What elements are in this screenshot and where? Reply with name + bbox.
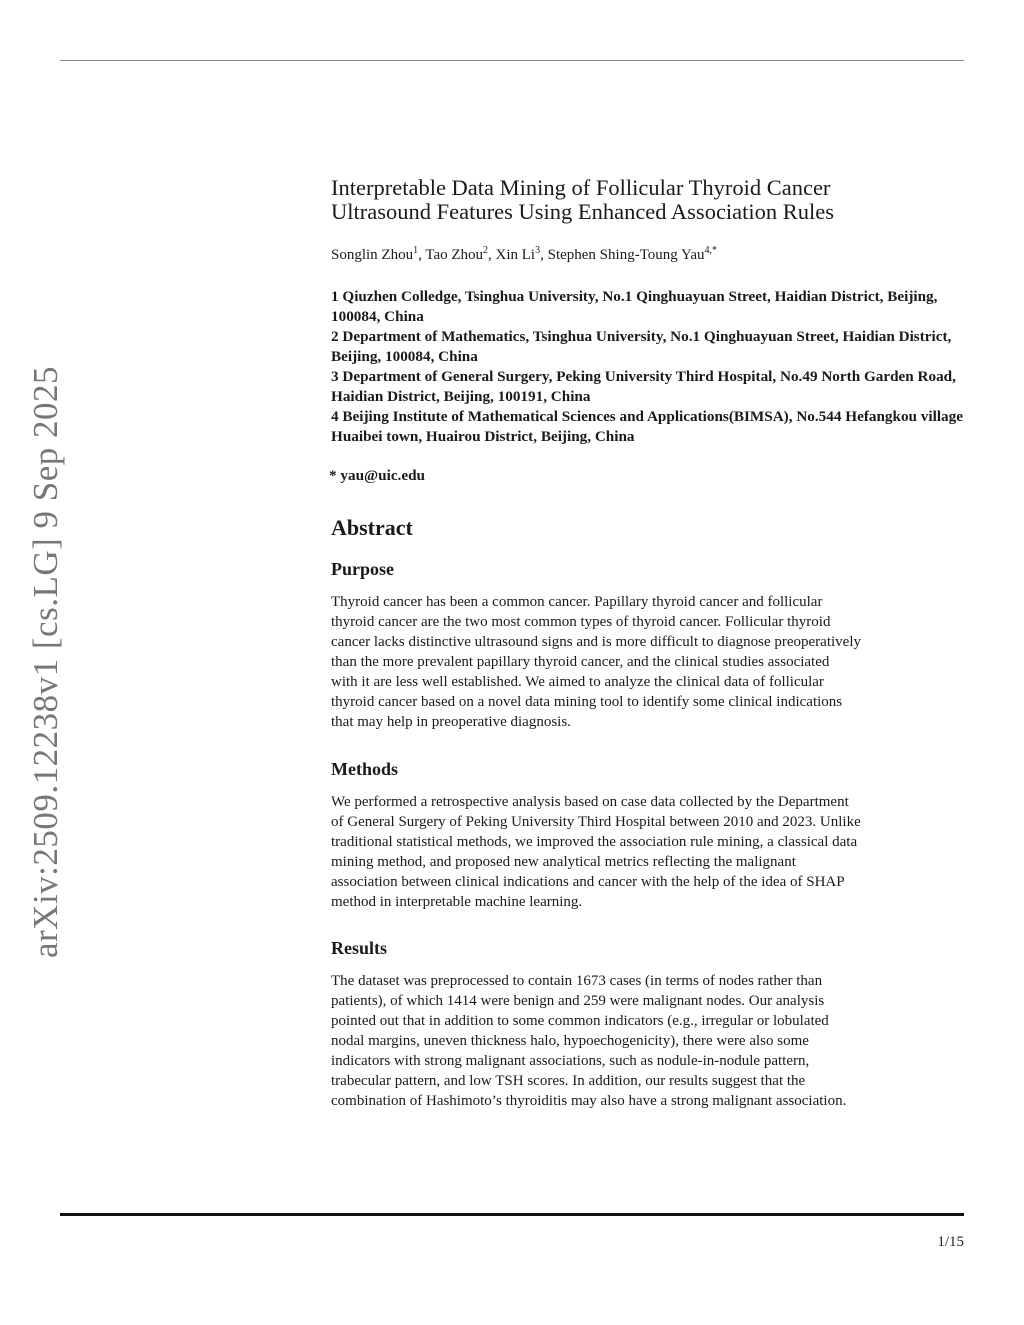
results-heading: Results	[331, 938, 388, 958]
author	[331, 247, 425, 263]
text-line: method in interpretable machine learning.	[331, 894, 583, 910]
affiliation: 4 Beijing Institute of Mathematical Sciences and Applications(BIMSA), No.544 Hefangkou village Huaibei town, Huairou District, Beijing, China	[331, 408, 963, 445]
page-number: 1/15	[937, 1234, 964, 1250]
text-line: combination of Hashimoto’s thyroiditis may also have a strong malignant association.	[331, 1093, 847, 1109]
author-name: Xin Li	[495, 247, 536, 263]
author	[425, 247, 495, 263]
text-line: association between clinical indications and cancer with the help of the idea of SHAP	[331, 874, 845, 890]
text-line: nodal margins, uneven thickness halo, hypoechogenicity), there were also some	[331, 1033, 809, 1049]
text-line: patients), of which 1414 were benign and 259 were malignant nodes. Our analysis	[331, 993, 825, 1009]
author-affiliation-mark: 1	[413, 245, 419, 256]
header-rule	[60, 60, 964, 61]
author-name: Stephen Shing-Toung Yau	[547, 247, 705, 263]
author-affiliation-mark: 4,*	[704, 245, 717, 256]
text-line: The dataset was preprocessed to contain 1673 cases (in terms of nodes rather than	[331, 973, 823, 989]
arxiv-stamp: arXiv:2509.12238v1 [cs.LG] 9 Sep 2025	[26, 365, 65, 959]
affiliation: 3 Department of General Surgery, Peking University Third Hospital, No.49 North Garden Road, Haidian District, Beijing, 100191, China	[331, 368, 956, 405]
purpose-heading: Purpose	[331, 559, 394, 579]
text-line: than the more prevalent papillary thyroid cancer, and the clinical studies associated	[331, 654, 830, 670]
text-line: traditional statistical methods, we improved the association rule mining, a classical data	[331, 834, 858, 850]
footer-rule	[60, 1213, 964, 1216]
methods-heading: Methods	[331, 759, 398, 779]
author-affiliation-mark: 3	[535, 245, 541, 256]
author-name: Tao Zhou	[425, 247, 484, 263]
text-line: thyroid cancer based on a novel data mining tool to identify some clinical indications	[331, 694, 843, 710]
corresponding-email: * yau@uic.edu	[329, 467, 425, 484]
text-line: mining method, and proposed new analytical metrics reflecting the malignant	[331, 854, 796, 870]
author-separator: ,	[488, 247, 496, 263]
purpose-paragraph	[331, 592, 967, 732]
paper-front-matter	[331, 176, 967, 1111]
text-line: thyroid cancer are the two most common types of thyroid cancer. Follicular thyroid	[331, 614, 831, 630]
author	[548, 247, 717, 263]
abstract-heading: Abstract	[331, 515, 413, 540]
author-list	[331, 245, 967, 265]
text-line: of General Surgery of Peking University Third Hospital between 2010 and 2023. Unlike	[331, 814, 861, 830]
affiliation-list	[331, 287, 967, 447]
author-name: Songlin Zhou	[331, 247, 414, 263]
author-separator: ,	[540, 247, 548, 263]
author-affiliation-mark: 2	[483, 245, 489, 256]
text-line: with it are less well established. We aimed to analyze the clinical data of follicular	[331, 674, 824, 690]
title-line: Interpretable Data Mining of Follicular Thyroid Cancer	[331, 175, 831, 200]
methods-paragraph	[331, 792, 967, 912]
title-line: Ultrasound Features Using Enhanced Association Rules	[331, 199, 835, 224]
paper-title	[331, 176, 967, 224]
text-line: indicators with strong malignant associations, such as nodule-in-nodule pattern,	[331, 1053, 810, 1069]
author-separator: ,	[418, 247, 426, 263]
text-line: cancer lacks distinctive ultrasound signs and is more difficult to diagnose preoperatively	[331, 634, 861, 650]
text-line: that may help in preoperative diagnosis.	[331, 714, 571, 730]
results-paragraph	[331, 971, 967, 1111]
text-line: Thyroid cancer has been a common cancer. Papillary thyroid cancer and follicular	[331, 594, 823, 610]
affiliation: 2 Department of Mathematics, Tsinghua University, No.1 Qinghuayuan Street, Haidian District, Beijing, 100084, China	[331, 328, 952, 365]
author	[496, 247, 548, 263]
affiliation: 1 Qiuzhen Colledge, Tsinghua University, No.1 Qinghuayuan Street, Haidian District, Beijing, 100084, China	[331, 288, 938, 325]
text-line: trabecular pattern, and low TSH scores. In addition, our results suggest that the	[331, 1073, 806, 1089]
text-line: We performed a retrospective analysis based on case data collected by the Department	[331, 794, 849, 810]
text-line: pointed out that in addition to some common indicators (e.g., irregular or lobulated	[331, 1013, 829, 1029]
